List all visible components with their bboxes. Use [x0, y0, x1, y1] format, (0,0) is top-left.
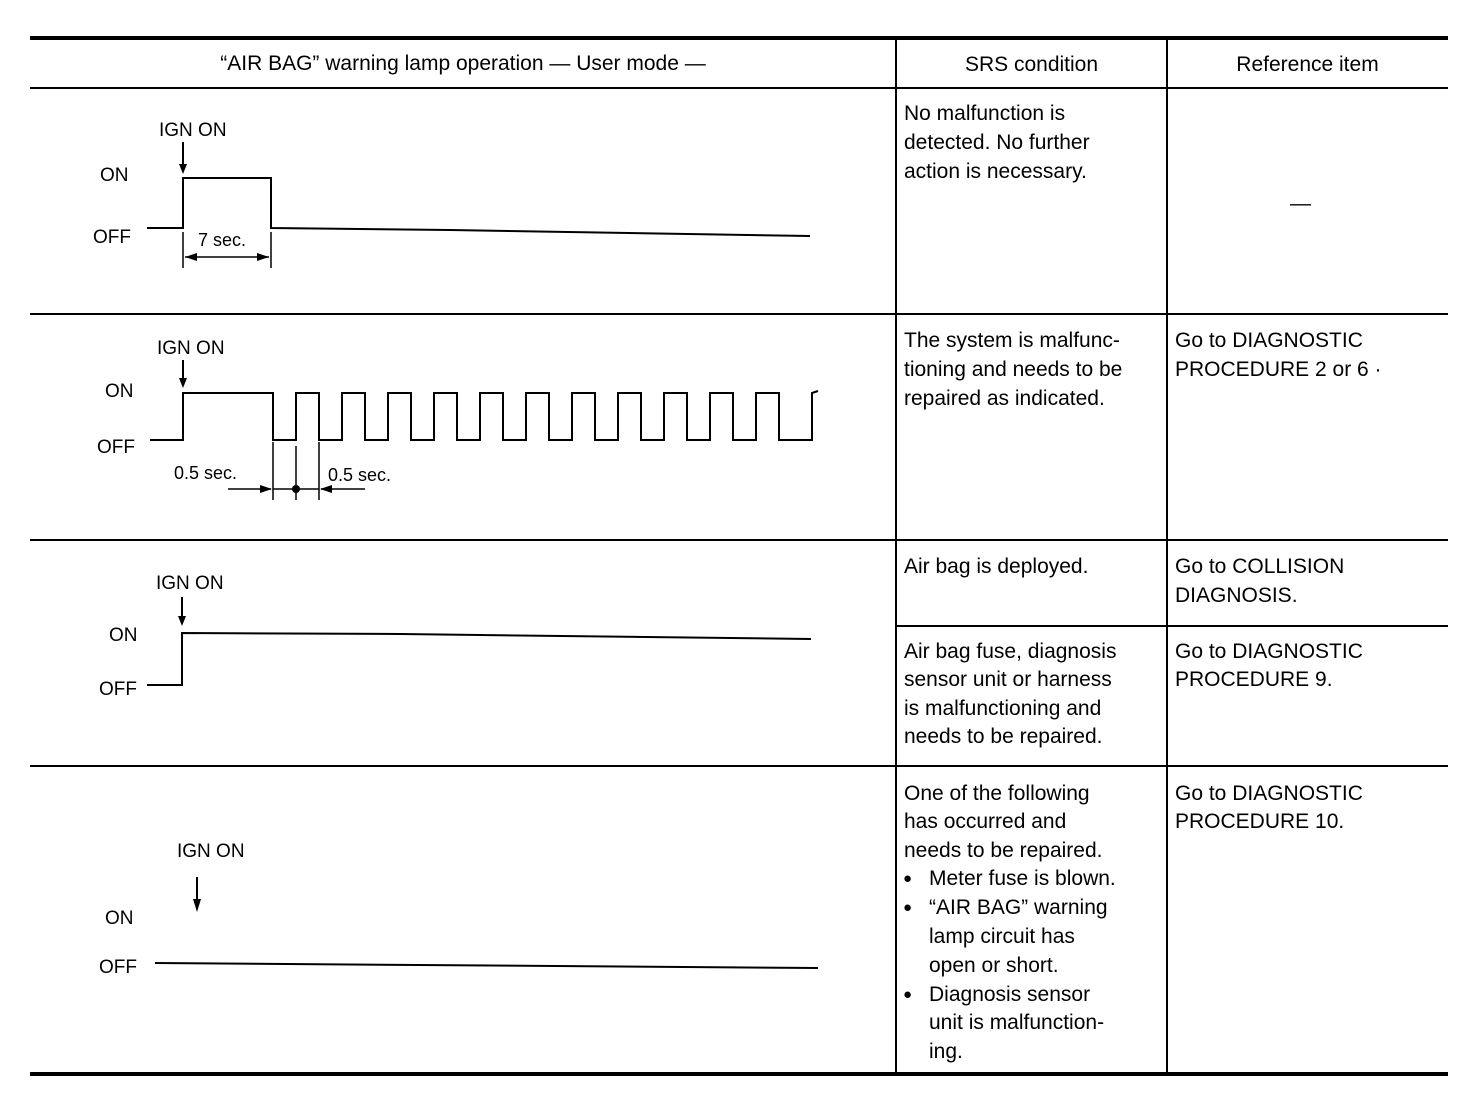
condition-line: needs to be repaired.	[904, 839, 1103, 862]
bullet-line: lamp circuit has	[929, 925, 1075, 948]
on-label: ON	[100, 165, 129, 186]
waveform-blinking	[150, 360, 818, 500]
reference-line: Go to DIAGNOSTIC	[1175, 329, 1363, 352]
condition-line: has occurred and	[904, 810, 1067, 833]
reference-line: PROCEDURE 9.	[1175, 668, 1333, 691]
reference-line: Go to DIAGNOSTIC	[1175, 640, 1363, 663]
condition-line: One of the following	[904, 782, 1090, 805]
condition-line: The system is malfunc-	[904, 329, 1120, 352]
waveform-stays-off	[155, 877, 818, 968]
off-duration-label: 0.5 sec.	[174, 463, 238, 483]
condition-line: needs to be repaired.	[904, 725, 1103, 748]
signal-line	[155, 963, 818, 968]
bullet-line: Diagnosis sensor	[929, 983, 1091, 1006]
ign-on-label: IGN ON	[156, 573, 224, 594]
bullet-icon: ●	[903, 870, 913, 887]
arrow-head	[179, 378, 187, 388]
condition-line: detected. No further	[904, 131, 1090, 154]
off-label: OFF	[93, 227, 131, 248]
arrow-head	[179, 164, 187, 174]
arrow-head	[193, 899, 201, 912]
duration-label: 7 sec.	[198, 230, 247, 250]
signal-line	[147, 178, 810, 236]
waveform-steady-on	[147, 597, 811, 685]
dimension-arrow	[320, 485, 332, 493]
waveform-labels	[93, 120, 391, 978]
signal-line	[147, 633, 811, 685]
off-label: OFF	[97, 437, 135, 458]
bullet-icon: ●	[903, 899, 913, 916]
bullet-item	[903, 980, 1091, 1009]
on-label: ON	[105, 381, 134, 402]
condition-line: action is necessary.	[904, 160, 1087, 183]
bullet-line: ing.	[929, 1040, 963, 1063]
on-label: ON	[105, 908, 134, 929]
condition-line: Air bag fuse, diagnosis	[904, 640, 1117, 663]
off-label: OFF	[99, 679, 137, 700]
condition-line: Air bag is deployed.	[904, 555, 1089, 578]
on-duration-label: 0.5 sec.	[328, 465, 392, 485]
header-lamp-operation: “AIR BAG” warning lamp operation — User mode —	[220, 52, 706, 75]
condition-line: repaired as indicated.	[904, 387, 1105, 410]
reference-line: DIAGNOSIS.	[1175, 584, 1298, 607]
header-srs-condition: SRS condition	[964, 53, 1099, 76]
dimension-arrow-left	[185, 253, 197, 261]
ign-on-label: IGN ON	[177, 841, 245, 862]
reference-line: PROCEDURE 2 or 6 ·	[1175, 358, 1382, 381]
bullet-icon: ●	[903, 986, 913, 1003]
row1-reference: —	[1290, 192, 1311, 215]
off-label: OFF	[99, 957, 137, 978]
header-reference-item: Reference item	[1236, 53, 1379, 76]
blink-signal-line	[150, 391, 818, 440]
reference-line: Go to DIAGNOSTIC	[1175, 782, 1363, 805]
ign-on-label: IGN ON	[159, 120, 227, 141]
waveform-normal	[147, 142, 810, 268]
dimension-arrow	[260, 485, 272, 493]
condition-line: tioning and needs to be	[904, 358, 1123, 381]
condition-line: sensor unit or harness	[904, 668, 1112, 691]
bullet-line: “AIR BAG” warning	[929, 896, 1108, 919]
condition-line: is malfunctioning and	[904, 697, 1102, 720]
arrow-head	[178, 616, 186, 626]
on-label: ON	[109, 625, 138, 646]
reference-line: PROCEDURE 10.	[1175, 810, 1345, 833]
ign-on-label: IGN ON	[157, 338, 225, 359]
dimension-dot	[292, 485, 300, 493]
bullet-item	[903, 893, 1108, 922]
bullet-item	[903, 864, 1116, 893]
reference-line: Go to COLLISION	[1175, 555, 1345, 578]
bullet-line: Meter fuse is blown.	[929, 867, 1116, 890]
condition-line: No malfunction is	[904, 102, 1066, 125]
bullet-line: open or short.	[929, 954, 1059, 977]
bullet-line: unit is malfunction-	[929, 1011, 1105, 1034]
dimension-arrow-right	[257, 253, 269, 261]
